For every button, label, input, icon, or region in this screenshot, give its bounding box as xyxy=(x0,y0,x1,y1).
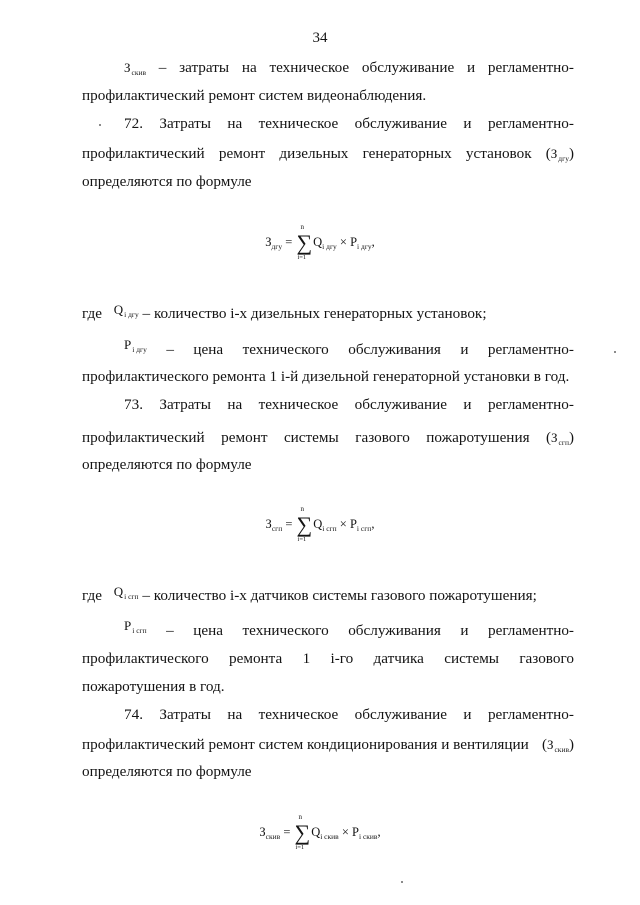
formula-lhs-sub: дгу xyxy=(271,242,283,251)
equals-sign: = xyxy=(283,825,291,839)
word: и xyxy=(460,622,469,639)
formula-lhs: З xyxy=(265,235,272,249)
scan-speck xyxy=(99,124,101,126)
word: обслуживание xyxy=(354,115,448,132)
paragraph-73-line2 xyxy=(82,428,574,450)
word: Затраты xyxy=(159,706,211,723)
where-p-dgu-line2: профилактического ремонта 1 i-й дизельной генераторной установки в год. xyxy=(82,368,570,385)
formula-sgp xyxy=(0,505,640,544)
formula-p: P xyxy=(349,517,357,531)
symbol-q-sgp: Qi сгп xyxy=(113,584,139,601)
word: технического xyxy=(242,622,329,639)
formula-q: Q xyxy=(313,235,323,249)
symbol-zskiv-74: (Зскив) xyxy=(541,737,574,754)
word: регламентно- xyxy=(487,115,574,132)
paragraph-number: 72. xyxy=(124,115,143,132)
word: на xyxy=(241,59,257,76)
times-sign: × xyxy=(339,517,347,531)
word: 1 xyxy=(302,650,311,667)
symbol-zdgu: (Здгу) xyxy=(545,146,574,163)
sum-sign: ∑ n i=1 xyxy=(296,505,313,544)
dash: – xyxy=(158,59,167,76)
formula-skiv xyxy=(0,813,640,852)
formula-q-sub: i дгу xyxy=(322,242,337,251)
formula-q: Q xyxy=(313,517,323,531)
word: регламентно- xyxy=(487,59,574,76)
word: техническое xyxy=(258,396,339,413)
word: техническое xyxy=(258,115,339,132)
word: генераторных xyxy=(362,145,452,162)
word: обслуживания xyxy=(348,341,441,358)
word: профилактический xyxy=(82,145,205,162)
formula-end: , xyxy=(377,825,381,839)
paragraph-72-line1 xyxy=(124,114,574,134)
word: газового xyxy=(355,429,410,446)
word: на xyxy=(227,706,243,723)
formula-p-sub: i дгу xyxy=(357,242,372,251)
word: цена xyxy=(193,341,224,358)
word: газового xyxy=(519,650,574,667)
dash: – xyxy=(166,622,174,639)
equals-sign: = xyxy=(285,235,293,249)
where-q-text: – количество i-х датчиков системы газового пожаротушения; xyxy=(142,587,537,604)
formula-q-sub: i сгп xyxy=(322,524,337,533)
formula-p: P xyxy=(350,235,358,249)
word: на xyxy=(227,396,243,413)
word: профилактический xyxy=(82,429,205,446)
paragraph-72-line3: определяются по формуле xyxy=(82,173,252,190)
word: i-го xyxy=(330,650,354,667)
word: пожаротушения xyxy=(426,429,530,446)
formula-lhs-sub: скив xyxy=(265,832,281,841)
where-q-sgp xyxy=(82,586,574,608)
where-word: где xyxy=(82,305,102,322)
paragraph-73-line3: определяются по формуле xyxy=(82,456,252,473)
word: регламентно- xyxy=(487,706,574,723)
formula-q: Q xyxy=(311,825,321,839)
scan-speck xyxy=(614,351,616,353)
word: обслуживания xyxy=(348,622,441,639)
dash: – xyxy=(166,341,174,358)
where-p-dgu-line1 xyxy=(124,337,574,362)
word: Затраты xyxy=(159,396,211,413)
word: и xyxy=(460,341,469,358)
word: на xyxy=(227,115,243,132)
formula-q-sub: i скив xyxy=(320,832,339,841)
formula-p-sub: i сгп xyxy=(356,524,372,533)
word: ремонт xyxy=(221,429,268,446)
formula-end: , xyxy=(371,235,375,249)
word: техническое xyxy=(269,59,350,76)
word: обслуживание xyxy=(354,706,448,723)
word: системы xyxy=(444,650,500,667)
word: профилактического xyxy=(82,650,209,667)
word: датчика xyxy=(373,650,424,667)
paragraph-74-line2 xyxy=(82,735,574,757)
paragraph-number: 73. xyxy=(124,396,143,413)
word: затраты xyxy=(179,59,230,76)
word: ремонт xyxy=(218,145,266,162)
scan-speck xyxy=(401,881,403,883)
word: дизельных xyxy=(279,145,349,162)
formula-lhs-sub: сгп xyxy=(271,524,283,533)
definition-zskiv-line2: профилактический ремонт систем видеонаблюдения. xyxy=(82,87,427,104)
sum-sign: ∑ n i=1 xyxy=(294,813,311,852)
word: и xyxy=(463,115,472,132)
paragraph-73-line1 xyxy=(124,395,574,415)
word: регламентно- xyxy=(487,396,574,413)
times-sign: × xyxy=(339,235,347,249)
word: Затраты xyxy=(159,115,211,132)
paragraph-74-text: профилактический ремонт систем кондиционирования и вентиляции xyxy=(82,736,529,753)
symbol-zsgp: (Зсгп) xyxy=(546,430,574,447)
times-sign: × xyxy=(341,825,349,839)
word: системы xyxy=(283,429,339,446)
word: регламентно- xyxy=(487,622,574,639)
where-word: где xyxy=(82,587,102,604)
word: установок xyxy=(465,145,532,162)
word: регламентно- xyxy=(487,341,574,358)
symbol-zskiv: Зскив xyxy=(124,60,147,77)
where-p-sgp-line1 xyxy=(124,618,574,643)
formula-lhs: З xyxy=(259,825,266,839)
paragraph-number: 74. xyxy=(124,706,143,723)
word: и xyxy=(467,59,476,76)
word: техническое xyxy=(258,706,339,723)
word: и xyxy=(463,396,472,413)
paragraph-72-line2 xyxy=(82,144,574,166)
where-q-text: – количество i-х дизельных генераторных установок; xyxy=(142,305,487,322)
word: цена xyxy=(193,622,223,639)
symbol-p-dgu: Pi дгу xyxy=(124,337,147,354)
word: ремонта xyxy=(229,650,283,667)
formula-p-sub: i скив xyxy=(358,832,378,841)
where-p-sgp-line3: пожаротушения в год. xyxy=(82,678,225,695)
where-p-sgp-line2 xyxy=(82,649,574,669)
formula-lhs: З xyxy=(265,517,272,531)
sum-sign: ∑ n i=1 xyxy=(296,223,313,262)
word: обслуживание xyxy=(361,59,455,76)
symbol-p-sgp: Pi сгп xyxy=(124,618,147,635)
formula-p: P xyxy=(352,825,359,839)
word: технического xyxy=(242,341,329,358)
paragraph-74-line3: определяются по формуле xyxy=(82,763,252,780)
symbol-q-dgu: Qi дгу xyxy=(113,302,139,319)
word: обслуживание xyxy=(354,396,448,413)
equals-sign: = xyxy=(285,517,293,531)
formula-end: , xyxy=(371,517,375,531)
where-q-dgu xyxy=(82,304,574,326)
definition-zskiv-line1 xyxy=(124,58,574,80)
word: и xyxy=(463,706,472,723)
page-number: 34 xyxy=(312,30,328,46)
formula-dgu xyxy=(0,223,640,262)
paragraph-74-line1 xyxy=(124,705,574,725)
